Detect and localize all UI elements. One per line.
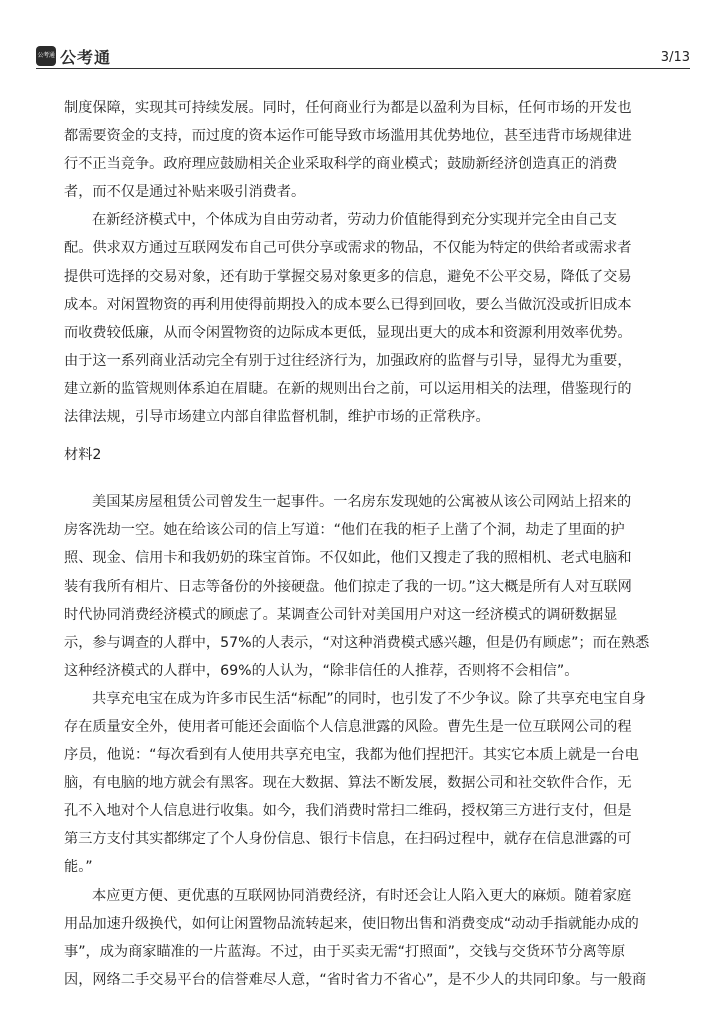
- text-line: 由于这一系列商业活动完全有别于过往经济行为，加强政府的监督与引导，显得尤为重要，: [64, 352, 632, 369]
- text-line: 时代协同消费经济模式的顾虑了。某调查公司针对美国用户对这一经济模式的调研数据显: [64, 606, 618, 623]
- page-header: [36, 42, 690, 69]
- text-line: 在新经济模式中，个体成为自由劳动者，劳动力价值能得到充分实现并完全由自己支: [92, 212, 617, 229]
- text-line: 成本。对闲置物资的再利用使得前期投入的成本要么已得到回收，要么当做沉没或折旧成本: [64, 296, 632, 313]
- text-line: 序员，他说：“每次看到有人使用共享充电宝，我都为他们捏把汗。其实它本质上就是一台电: [64, 747, 639, 764]
- text-line: 示，参与调查的人群中，57%的人表示，“对这种消费模式感兴趣，但是仍有顾虑”；而在熟悉: [64, 634, 650, 651]
- text-line: 美国某房屋租赁公司曾发生一起事件。一名房东发现她的公寓被从该公司网站上招来的: [92, 494, 632, 511]
- brand-logo: [36, 46, 111, 66]
- text-line: 而收费较低廉，从而令闲置物资的边际成本更低，显现出更大的成本和资源利用效率优势。: [64, 324, 632, 341]
- logo-text: 公考通: [60, 47, 112, 67]
- text-line: 装有我所有相片、日志等备份的外接硬盘。他们掠走了我的一切。”这大概是所有人对互联网: [64, 578, 632, 595]
- text-line: 用品加速升级换代，如何让闲置物品流转起来，使旧物出售和消费变成“动动手指就能办成的: [64, 915, 639, 932]
- text-line: 者，而不仅是通过补贴来吸引消费者。: [64, 184, 306, 201]
- logo-icon: 公考通: [36, 46, 56, 66]
- text-line: 照、现金、信用卡和我奶奶的珠宝首饰。不仅如此，他们又搜走了我的照相机、老式电脑和: [64, 550, 632, 567]
- paragraph-2: [64, 206, 658, 431]
- text-line: 脑，有电脑的地方就会有黑客。现在大数据、算法不断发展，数据公司和社交软件合作，无: [64, 775, 632, 792]
- text-line: 建立新的监管规则体系迫在眉睫。在新的规则出台之前，可以运用相关的法理，借鉴现行的: [64, 380, 632, 397]
- text-line: 法律法规，引导市场建立内部自律监督机制，维护市场的正常秩序。: [64, 409, 490, 426]
- text-line: 房客洗劫一空。她在给该公司的信上写道：“他们在我的柜子上凿了个洞，劫走了里面的护: [64, 522, 625, 539]
- document-body: [64, 94, 658, 994]
- text-line: 能。”: [64, 859, 93, 876]
- text-line: 本应更方便、更优惠的互联网协同消费经济，有时还会让人陷入更大的麻烦。随着家庭: [92, 887, 632, 904]
- text-line: 制度保障，实现其可持续发展。同时，任何商业行为都是以盈利为目标，任何市场的开发也: [64, 100, 632, 116]
- text-line: 这种经济模式的人群中，69%的人认为，“除非信任的人推荐，否则将不会相信”。: [64, 662, 579, 679]
- text-line: 孔不入地对个人信息进行收集。如今，我们消费时常扫二维码，授权第三方进行支付，但是: [64, 803, 632, 820]
- paragraph-1: [64, 94, 658, 206]
- paragraph-3: [64, 488, 658, 685]
- text-line: 因，网络二手交易平台的信誉难尽人意，“省时省力不省心”，是不少人的共同印象。与一般商: [64, 971, 647, 988]
- text-line: 第三方支付其实都绑定了个人身份信息、银行卡信息，在扫码过程中，就存在信息泄露的可: [64, 831, 632, 848]
- text-line: 共享充电宝在成为许多市民生活“标配”的同时，也引发了不少争议。除了共享充电宝自身: [92, 690, 646, 707]
- text-line: 都需要资金的支持，而过度的资本运作可能导致市场滥用其优势地位，甚至违背市场规律进: [64, 128, 632, 145]
- text-line: 配。供求双方通过互联网发布自己可供分享或需求的物品，不仅能为特定的供给者或需求者: [64, 240, 632, 257]
- section-title: 材料2: [64, 447, 102, 464]
- text-line: 行不正当竞争。政府理应鼓励相关企业采取科学的商业模式；鼓励新经济创造真正的消费: [64, 156, 618, 173]
- text-line: 事”，成为商家瞄准的一片蓝海。不过，由于买卖无需“打照面”，交钱与交货环节分离等原: [64, 943, 626, 960]
- paragraph-5: [64, 882, 658, 994]
- text-line: 提供可选择的交易对象，还有助于掌握交易对象更多的信息，避免不公平交易，降低了交易: [64, 268, 632, 285]
- text-line: 存在质量安全外，使用者可能还会面临个人信息泄露的风险。曹先生是一位互联网公司的程: [64, 718, 632, 735]
- page-indicator: 3/13: [660, 50, 690, 65]
- paragraph-4: [64, 685, 658, 882]
